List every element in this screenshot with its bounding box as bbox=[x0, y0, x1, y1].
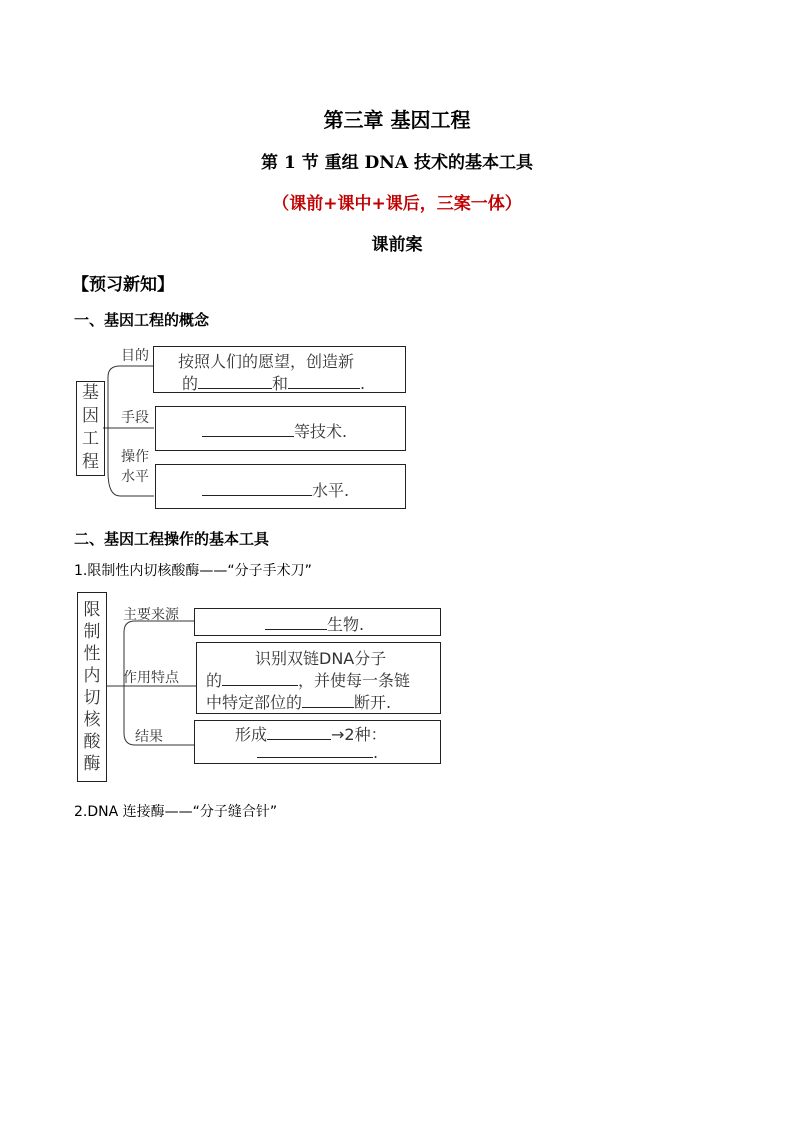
feature-line1: 识别双链DNA分子 bbox=[255, 649, 387, 668]
branch-label-level: 操作水平 bbox=[121, 449, 149, 485]
result-line2: . bbox=[257, 743, 378, 762]
branch-label-method: 手段 bbox=[121, 410, 149, 426]
blank-field[interactable] bbox=[257, 743, 373, 758]
result-box bbox=[194, 720, 441, 764]
concept-root-box bbox=[76, 381, 105, 476]
blank-field[interactable] bbox=[302, 693, 354, 708]
branch-label-purpose: 目的 bbox=[121, 348, 149, 364]
blank-field[interactable] bbox=[267, 725, 331, 740]
source-line: 生物. bbox=[265, 612, 364, 635]
level-line: 水平. bbox=[202, 478, 349, 501]
item2-heading: 2.DNA 连接酶——“分子缝合针” bbox=[74, 804, 278, 820]
blank-field[interactable] bbox=[202, 422, 294, 437]
result-line1: 形成 →2种： bbox=[235, 725, 387, 744]
purpose-line1: 按照人们的愿望，创造新 bbox=[178, 352, 355, 371]
branch-label-source: 主要来源 bbox=[123, 607, 179, 623]
level-box bbox=[155, 464, 406, 509]
feature-line3: 中特定部位的 断开. bbox=[206, 693, 392, 712]
blank-field[interactable] bbox=[265, 615, 327, 630]
blank-field[interactable] bbox=[198, 374, 272, 389]
case-title: 课前案 bbox=[371, 235, 423, 255]
part1-heading: 一、基因工程的概念 bbox=[74, 311, 210, 329]
subtitle: （课前+课中+课后，三案一体） bbox=[272, 194, 522, 214]
blank-field[interactable] bbox=[202, 481, 312, 496]
enzyme-root-label: 限制性内切核酸酶 bbox=[83, 600, 101, 774]
chapter-title: 第三章 基因工程 bbox=[323, 108, 471, 132]
enzyme-root-box bbox=[77, 592, 107, 782]
purpose-line2: 的 和 . bbox=[182, 374, 366, 393]
concept-root-label: 基因工程 bbox=[82, 383, 99, 472]
part2-heading: 二、基因工程操作的基本工具 bbox=[74, 530, 270, 548]
purpose-box bbox=[153, 346, 406, 393]
item1-heading: 1.限制性内切核酸酶——“分子手术刀” bbox=[74, 563, 312, 579]
section-title: 第 1 节 重组 DNA 技术的基本工具 bbox=[261, 153, 533, 173]
branch-label-result: 结果 bbox=[135, 729, 163, 745]
branch-label-feature: 作用特点 bbox=[123, 670, 179, 686]
feature-line2: 的 ，并使每一条链 bbox=[206, 671, 411, 690]
blank-field[interactable] bbox=[222, 671, 298, 686]
method-box bbox=[155, 406, 406, 451]
preview-heading: 【预习新知】 bbox=[72, 275, 174, 295]
source-box bbox=[194, 608, 441, 636]
blank-field[interactable] bbox=[288, 374, 360, 389]
method-line: 等技术. bbox=[202, 419, 347, 442]
feature-box bbox=[196, 642, 441, 714]
